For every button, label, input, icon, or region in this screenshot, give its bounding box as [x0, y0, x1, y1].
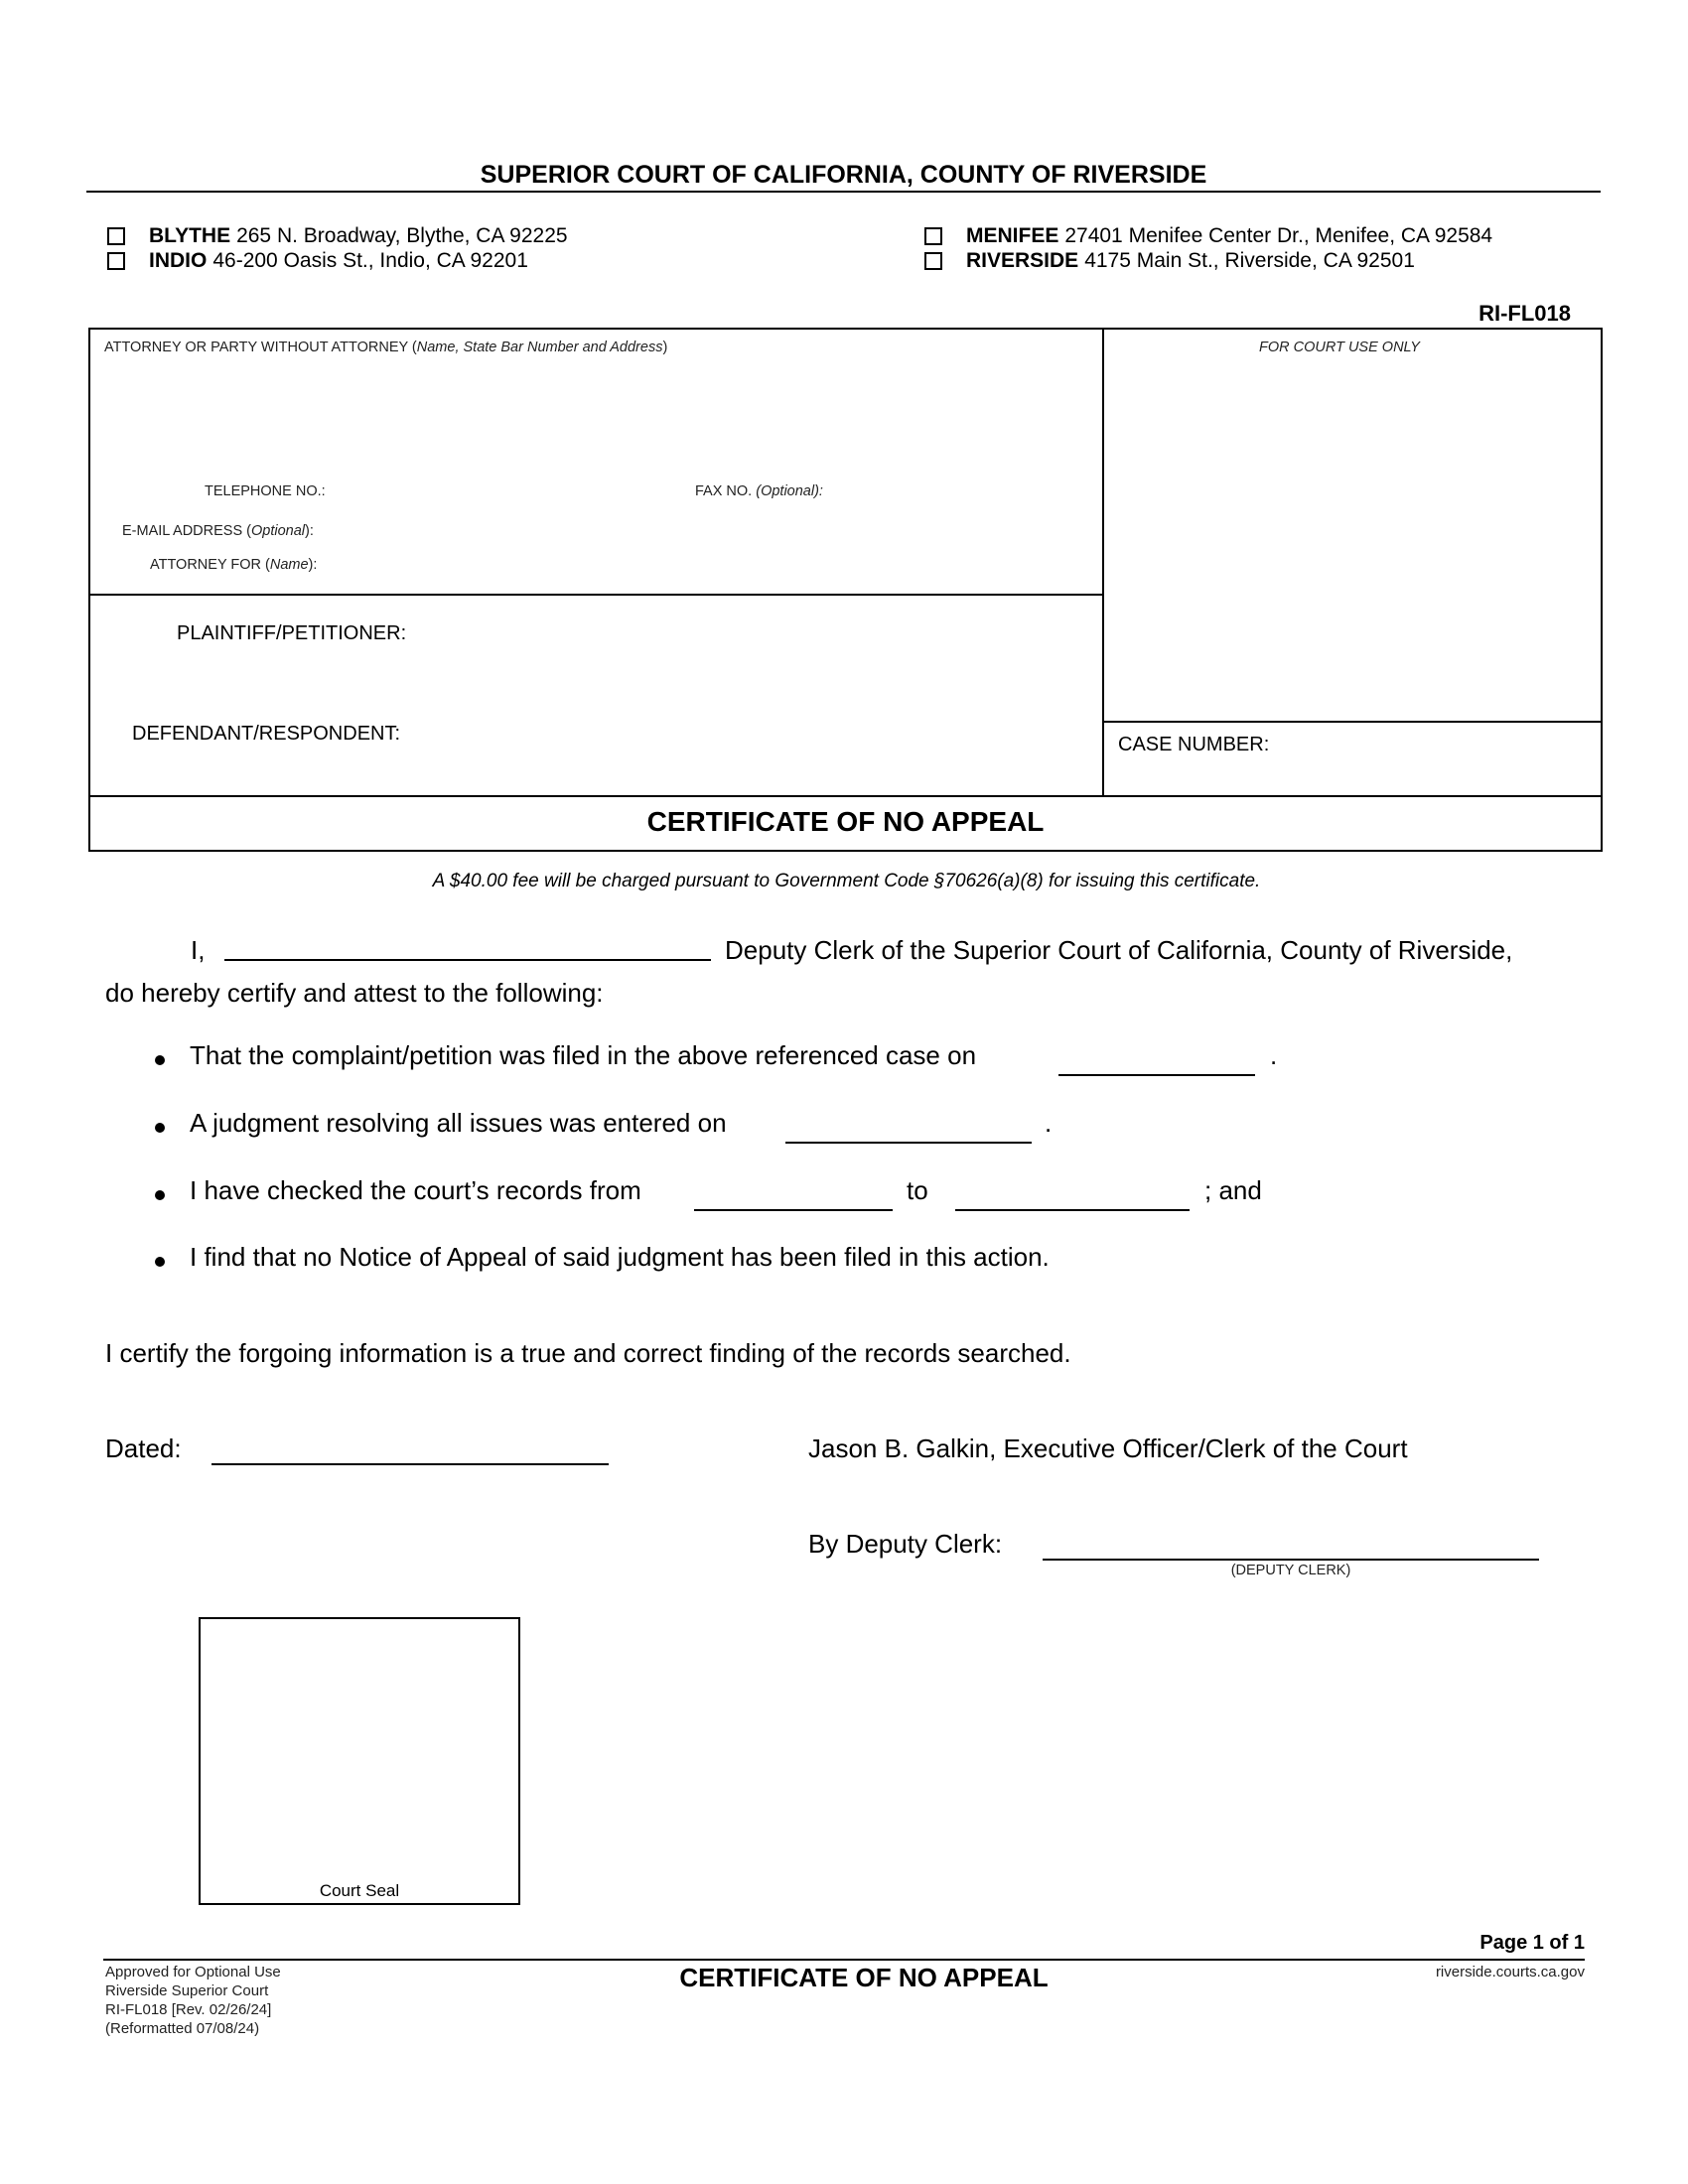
caption-divider	[1102, 328, 1104, 796]
intro-i: I,	[191, 935, 206, 965]
header-rule	[86, 191, 1601, 193]
bullet-icon	[155, 1257, 165, 1267]
bullet3-to: to	[907, 1175, 928, 1205]
footer-line: Riverside Superior Court	[105, 1982, 269, 1999]
location-address: 46-200 Oasis St., Indio, CA 92201	[212, 249, 528, 272]
email-field[interactable]	[348, 516, 1087, 542]
form-id: RI-FL018	[1478, 301, 1571, 326]
deputy-caption: (DEPUTY CLERK)	[1230, 1563, 1351, 1578]
bullet1-text: That the complaint/petition was filed in the above referenced case on	[190, 1040, 977, 1070]
court-seal-label: Court Seal	[319, 1881, 400, 1900]
footer-rule	[103, 1959, 1585, 1961]
location-address: 265 N. Broadway, Blythe, CA 92225	[236, 224, 568, 247]
bullet3-text: I have checked the court’s records from	[190, 1175, 641, 1205]
telephone-field[interactable]	[348, 477, 675, 502]
bullet4-text: I find that no Notice of Appeal of said judgment has been filed in this action.	[190, 1242, 1050, 1272]
menifee-checkbox[interactable]	[924, 227, 942, 245]
bullet-icon	[155, 1055, 165, 1065]
location-name: MENIFEE	[966, 224, 1059, 247]
footer-title: CERTIFICATE OF NO APPEAL	[679, 1963, 1049, 1992]
records-from-field[interactable]	[694, 1209, 893, 1211]
fee-notice: A $40.00 fee will be charged pursuant to Government Code §70626(a)(8) for issuing this certificate.	[432, 871, 1261, 891]
case-number-label: CASE NUMBER:	[1118, 734, 1270, 755]
footer-approval	[105, 1963, 281, 2038]
attorney-field[interactable]	[104, 365, 1087, 475]
fax-field[interactable]	[849, 477, 1087, 502]
location-address: 4175 Main St., Riverside, CA 92501	[1084, 249, 1415, 272]
deputy-signature-field[interactable]	[1043, 1559, 1539, 1561]
location-menifee	[924, 224, 1492, 248]
court-title: SUPERIOR COURT OF CALIFORNIA, COUNTY OF RIVERSIDE	[480, 161, 1207, 189]
defendant-field[interactable]	[442, 713, 1087, 749]
court-use-label: FOR COURT USE ONLY	[1259, 340, 1420, 355]
filed-date-field[interactable]	[1058, 1074, 1255, 1076]
blythe-checkbox[interactable]	[107, 227, 125, 245]
clerk-name-field[interactable]	[224, 959, 711, 961]
records-to-field[interactable]	[955, 1209, 1190, 1211]
bullet1-end: .	[1270, 1040, 1278, 1070]
attorney-label: ATTORNEY OR PARTY WITHOUT ATTORNEY (Name, State Bar Number and Address)	[104, 340, 668, 355]
dated-label: Dated:	[105, 1433, 182, 1463]
attorney-for-field[interactable]	[348, 550, 1087, 576]
footer-line: (Reformatted 07/08/24)	[105, 2020, 260, 2037]
footer-website[interactable]: riverside.courts.ca.gov	[1435, 1964, 1585, 1980]
location-name: BLYTHE	[149, 224, 231, 247]
bullet3-end: ; and	[1204, 1175, 1262, 1205]
bullet2-end: .	[1045, 1108, 1053, 1138]
email-label: E-MAIL ADDRESS (Optional):	[122, 523, 314, 539]
case-number-field[interactable]	[1291, 727, 1589, 762]
party-divider	[88, 594, 1103, 596]
title-divider	[88, 795, 1603, 797]
plaintiff-field[interactable]	[442, 614, 1087, 649]
telephone-label: TELEPHONE NO.:	[205, 483, 326, 499]
location-address: 27401 Menifee Center Dr., Menifee, CA 92584	[1064, 224, 1493, 247]
location-riverside	[924, 249, 1415, 273]
intro-rest: Deputy Clerk of the Superior Court of California, County of Riverside,	[725, 935, 1513, 965]
certify-statement: I certify the forgoing information is a true and correct finding of the records searched.	[105, 1338, 1071, 1368]
location-blythe	[107, 224, 568, 248]
case-number-divider	[1102, 721, 1603, 723]
footer-line: Approved for Optional Use	[105, 1964, 281, 1980]
intro-line2: do hereby certify and attest to the following:	[105, 978, 604, 1008]
location-name: INDIO	[149, 249, 208, 272]
bullet-icon	[155, 1190, 165, 1200]
attorney-for-label: ATTORNEY FOR (Name):	[150, 557, 318, 573]
by-deputy-label: By Deputy Clerk:	[808, 1529, 1003, 1559]
defendant-label: DEFENDANT/RESPONDENT:	[132, 723, 401, 745]
bullet-icon	[155, 1123, 165, 1133]
judgment-date-field[interactable]	[785, 1142, 1032, 1144]
court-seal-box	[199, 1617, 520, 1905]
dated-field[interactable]	[211, 1463, 609, 1465]
bullet2-text: A judgment resolving all issues was entered on	[190, 1108, 727, 1138]
footer-line: RI-FL018 [Rev. 02/26/24]	[105, 2001, 272, 2018]
location-indio	[107, 249, 528, 273]
indio-checkbox[interactable]	[107, 252, 125, 270]
location-name: RIVERSIDE	[966, 249, 1079, 272]
document-title: CERTIFICATE OF NO APPEAL	[646, 806, 1045, 837]
page-number: Page 1 of 1	[1479, 1932, 1585, 1954]
riverside-checkbox[interactable]	[924, 252, 942, 270]
officer-name: Jason B. Galkin, Executive Officer/Clerk of the Court	[808, 1433, 1408, 1463]
plaintiff-label: PLAINTIFF/PETITIONER:	[177, 622, 407, 644]
fax-label: FAX NO. (Optional):	[695, 483, 823, 499]
